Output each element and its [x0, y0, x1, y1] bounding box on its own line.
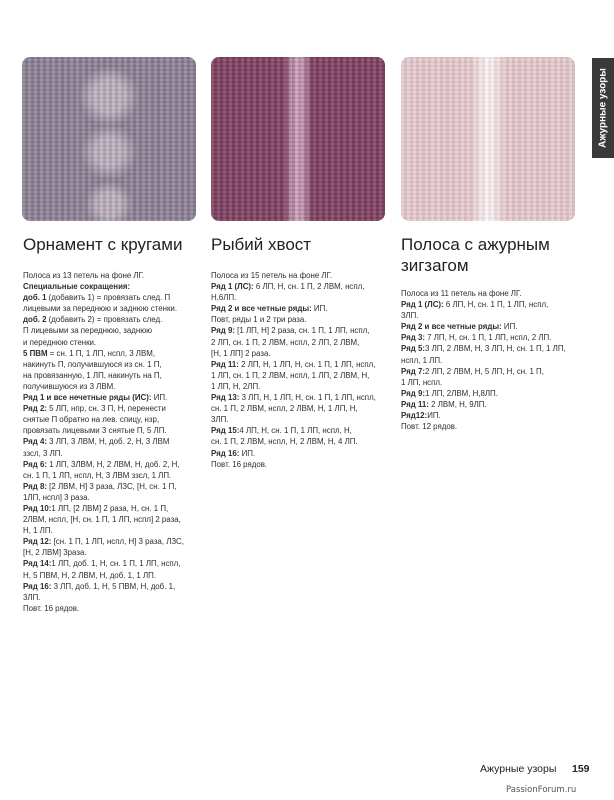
row-text: 1 ЛП, 3ЛВМ, Н, 2 ЛВМ, Н, доб. 2, Н,	[46, 459, 180, 469]
instruction-line	[211, 414, 383, 425]
row-text: 2ЛВМ, нспл, [Н, сн. 1 П, 1 ЛП, нспл] 2 раза,	[23, 515, 181, 525]
instruction-line	[23, 436, 195, 447]
instruction-line	[401, 377, 573, 388]
instruction-line	[401, 388, 573, 399]
instruction-line	[23, 325, 195, 336]
row-text: [2 ЛВМ, Н] 3 раза, ЛЗС, [Н, сн. 1 П,	[46, 481, 177, 491]
instruction-line	[23, 603, 195, 614]
row-text: 2 ЛП, сн. 1 П, 2 ЛВМ, нспл, 2 ЛП, 2 ЛВМ,	[211, 337, 360, 347]
row-text: 7 ЛП, Н, сн. 1 П, 1 ЛП, нспл, 2 ЛП.	[424, 333, 552, 343]
instruction-line	[211, 381, 383, 392]
swatch-fishtail-photo	[211, 57, 385, 221]
instruction-line	[211, 292, 383, 303]
row-text: 1 ЛП, нспл.	[401, 377, 443, 387]
row-text: [Н, 2 ЛВМ] 3раза.	[23, 548, 87, 558]
row-text: [1 ЛП, Н] 2 раза, сн. 1 П, 1 ЛП, нспл,	[234, 326, 370, 336]
instruction-line	[23, 392, 195, 403]
row-label: Ряд 15:	[211, 426, 240, 436]
row-text: на провязанную, 1 ЛП, накинуть на П,	[23, 370, 162, 380]
row-text: лицевыми за переднюю и заднюю стенки.	[23, 304, 178, 314]
row-label: Ряд 1 (ЛС):	[211, 282, 254, 292]
side-tab-label: Ажурные узоры	[597, 68, 609, 148]
row-text: 1 ЛП, [2 ЛВМ] 2 раза, Н, сн. 1 П,	[51, 503, 169, 513]
instruction-line	[23, 348, 195, 359]
page-number: 159	[572, 763, 590, 775]
watermark-text: PassionForum.ru	[506, 785, 577, 795]
instruction-line	[401, 343, 573, 354]
instruction-line	[211, 337, 383, 348]
instruction-line	[401, 321, 573, 332]
pattern-title: Рыбий хвост	[211, 235, 312, 254]
row-text: 1 ЛП, сн. 1 П, 2 ЛВМ, нспл, 1 ЛП, 2 ЛВМ, Н,	[211, 370, 370, 380]
instruction-line	[401, 332, 573, 343]
row-label: Ряд 16:	[211, 448, 240, 458]
instruction-line	[211, 281, 383, 292]
row-text: 4 ЛП, Н, сн. 1 П, 1 ЛП, нспл, Н,	[239, 426, 352, 436]
instruction-line	[401, 421, 573, 432]
row-label: Ряд 9:	[401, 388, 425, 398]
row-label: Ряд 11:	[401, 399, 429, 409]
row-text: 3 ЛП, 3 ЛВМ, Н, доб. 2, Н, 3 ЛВМ	[46, 437, 170, 447]
row-text: (добавить 1) = провязать след. П	[46, 293, 171, 303]
row-text: ззсл, 3 ЛП.	[23, 448, 63, 458]
instruction-line	[23, 370, 195, 381]
row-label: Ряд 2 и все четные ряды:	[401, 322, 502, 332]
row-text: нспл, 1 ЛП.	[401, 355, 443, 365]
row-text: Н, 5 ПВМ, Н, 2 ЛВМ, Н, доб. 1, 1 ЛП.	[23, 570, 156, 580]
row-label: Ряд 2 и все четные ряды:	[211, 304, 312, 314]
row-text: 3ЛП.	[211, 415, 229, 425]
row-text: 3ЛП.	[23, 592, 41, 602]
row-text: (добавить 2) = провязать след.	[46, 315, 163, 325]
row-text: [Н, 1 ЛП] 2 раза.	[211, 348, 271, 358]
row-text: 2 ЛП, Н, 1 ЛП, Н, сн. 1 П, 1 ЛП, нспл,	[238, 359, 376, 369]
row-label: Специальные сокращения:	[23, 282, 131, 292]
instruction-line	[23, 425, 195, 436]
instruction-line	[211, 303, 383, 314]
row-label: Ряд 2:	[23, 404, 47, 414]
pattern-zigzag	[401, 234, 573, 432]
row-label: доб. 1	[23, 293, 47, 303]
row-text: ИП.	[501, 322, 518, 332]
row-text: ИП.	[239, 448, 256, 458]
instruction-line	[211, 436, 383, 447]
swatch-zigzag-photo	[401, 57, 575, 221]
row-label: доб. 2	[23, 315, 47, 325]
row-label: Ряд 6:	[23, 459, 47, 469]
row-text: 1ЛП, нспл] 3 раза.	[23, 492, 90, 502]
pattern-title: Орнамент с кругами	[23, 235, 183, 254]
instruction-line	[23, 303, 195, 314]
row-text: 1 ЛП, доб. 1, Н, сн. 1 П, 1 ЛП, нспл,	[51, 559, 181, 569]
instruction-line	[211, 403, 383, 414]
pattern-fishtail	[211, 234, 383, 470]
pattern-instructions	[23, 270, 195, 614]
instruction-line	[23, 292, 195, 303]
swatch-circles-photo	[22, 57, 196, 221]
row-text: П лицевыми за переднюю, заднюю	[23, 326, 153, 336]
instruction-line	[401, 355, 573, 366]
instruction-line	[211, 459, 383, 470]
instruction-line	[23, 403, 195, 414]
instruction-line	[211, 325, 383, 336]
row-text: 3 ЛП, доб. 1, Н, 5 ПВМ, Н, доб. 1,	[51, 581, 176, 591]
instruction-line	[211, 359, 383, 370]
instruction-line	[23, 459, 195, 470]
instruction-line	[23, 536, 195, 547]
row-text: Повт. 12 рядов.	[401, 422, 458, 432]
row-text: Повт. 16 рядов.	[211, 459, 268, 469]
instruction-line	[23, 270, 195, 281]
row-text: снятые П обратно на лев. спицу, нзр,	[23, 415, 160, 425]
row-text: сн. 1 П, 1 ЛП, нспл, Н, 3 ЛВМ ззсл, 1 ЛП.	[23, 470, 172, 480]
row-text: сн. 1 П, 2 ЛВМ, нспл, 2 ЛВМ, Н, 1 ЛП, Н,	[211, 404, 358, 414]
row-text: 1 ЛП, Н, 2ЛП.	[211, 381, 261, 391]
instruction-line	[23, 337, 195, 348]
instruction-line	[23, 492, 195, 503]
instruction-line	[211, 370, 383, 381]
instruction-line	[23, 481, 195, 492]
instruction-line	[23, 503, 195, 514]
row-label: Ряд 3:	[401, 333, 425, 343]
row-label: Ряд 16:	[23, 581, 52, 591]
instruction-line	[23, 281, 195, 292]
row-text: 3ЛП.	[401, 311, 419, 321]
instruction-line	[401, 399, 573, 410]
pattern-title: Полоса с ажурным зигзагом	[401, 235, 550, 275]
row-text: Повт, ряды 1 и 2 три раза.	[211, 315, 307, 325]
row-text: 6 ЛП, Н, сн. 1 П, 2 ЛВМ, нспл,	[253, 282, 365, 292]
row-text: Полоса из 15 петель на фоне ЛГ.	[211, 271, 333, 280]
row-label: Ряд 4:	[23, 437, 47, 447]
row-text: Н,6ЛП.	[211, 293, 237, 303]
instruction-line	[23, 314, 195, 325]
row-label: Ряд 1 и все нечетные ряды (ИС):	[23, 393, 152, 403]
instruction-line	[211, 314, 383, 325]
row-text: 6 ЛП, Н, сн. 1 П, 1 ЛП, нспл,	[443, 300, 549, 310]
row-text: 3 ЛП, Н, 1 ЛП, Н, сн. 1 П, 1 ЛП, нспл,	[239, 393, 376, 403]
row-text: = сн. 1 П, 1 ЛП, нспл, 3 ЛВМ,	[47, 348, 156, 358]
row-text: 2 ЛП, 2 ЛВМ, Н, 5 ЛП, Н, сн. 1 П,	[424, 366, 544, 376]
row-text: Н, 1 ЛП.	[23, 526, 53, 536]
instruction-line	[23, 558, 195, 569]
row-label: Ряд 1 (ЛС):	[401, 300, 444, 310]
row-label: Ряд 13:	[211, 393, 240, 403]
row-text: Полоса из 11 петель на фоне ЛГ.	[401, 289, 522, 298]
section-side-tab	[592, 58, 614, 158]
instruction-line	[23, 470, 195, 481]
instruction-line	[23, 592, 195, 603]
instruction-line	[211, 425, 383, 436]
row-label: Ряд 9:	[211, 326, 235, 336]
row-label: Ряд 5:	[401, 344, 425, 354]
row-label: Ряд 12:	[23, 537, 52, 547]
instruction-line	[211, 270, 383, 281]
row-text: 3 ЛП, 2 ЛВМ, Н, 3 ЛП, Н, сн. 1 П, 1 ЛП,	[424, 344, 566, 354]
row-text: ИП.	[151, 393, 168, 403]
instruction-line	[211, 448, 383, 459]
instruction-line	[23, 414, 195, 425]
row-text: 5 ЛП, нпр, сн. 3 П, Н, перенести	[46, 404, 166, 414]
row-label: Ряд 14:	[23, 559, 52, 569]
instruction-line	[23, 381, 195, 392]
row-text: получившуюся из 3 ЛВМ.	[23, 381, 116, 391]
row-label: Ряд 8:	[23, 481, 47, 491]
instruction-line	[401, 410, 573, 421]
row-label: Ряд 11:	[211, 359, 239, 369]
row-text: и переднюю стенки.	[23, 337, 97, 347]
row-text: провязать лицевыми 3 снятые П, 5 ЛП.	[23, 426, 167, 436]
row-label: Ряд 10:	[23, 503, 52, 513]
pattern-instructions	[401, 288, 573, 432]
row-text: 1 ЛП, 2ЛВМ, Н,8ЛП.	[424, 388, 498, 398]
row-label: Ряд 7:	[401, 366, 425, 376]
instruction-line	[401, 288, 573, 299]
instruction-line	[23, 359, 195, 370]
instruction-line	[401, 299, 573, 310]
instruction-line	[211, 348, 383, 359]
instruction-line	[401, 366, 573, 377]
pattern-circles	[23, 234, 195, 614]
instruction-line	[23, 570, 195, 581]
row-label: 5 ПВМ	[23, 348, 48, 358]
instruction-line	[23, 448, 195, 459]
row-text: 2 ЛВМ, Н, 9ЛП.	[428, 399, 487, 409]
instruction-line	[401, 310, 573, 321]
row-text: сн. 1 П, 2 ЛВМ, нспл, Н, 2 ЛВМ, Н, 4 ЛП.	[211, 437, 358, 447]
instruction-line	[23, 525, 195, 536]
instruction-line	[23, 547, 195, 558]
row-text: ИП.	[311, 304, 328, 314]
row-label: Ряд12:	[401, 411, 428, 421]
instruction-line	[211, 392, 383, 403]
instruction-line	[23, 581, 195, 592]
row-text: Повт. 16 рядов.	[23, 603, 80, 613]
instruction-line	[23, 514, 195, 525]
row-text: Полоса из 13 петель на фоне ЛГ.	[23, 271, 145, 280]
row-text: [сн. 1 П, 1 ЛП, нспл, Н] 3 раза, ЛЗС,	[51, 537, 184, 547]
row-text: накинуть П, получившуюся из сн. 1 П,	[23, 359, 162, 369]
pattern-instructions	[211, 270, 383, 470]
footer-section-title: Ажурные узоры	[480, 763, 557, 775]
row-text: ИП.	[427, 411, 441, 421]
